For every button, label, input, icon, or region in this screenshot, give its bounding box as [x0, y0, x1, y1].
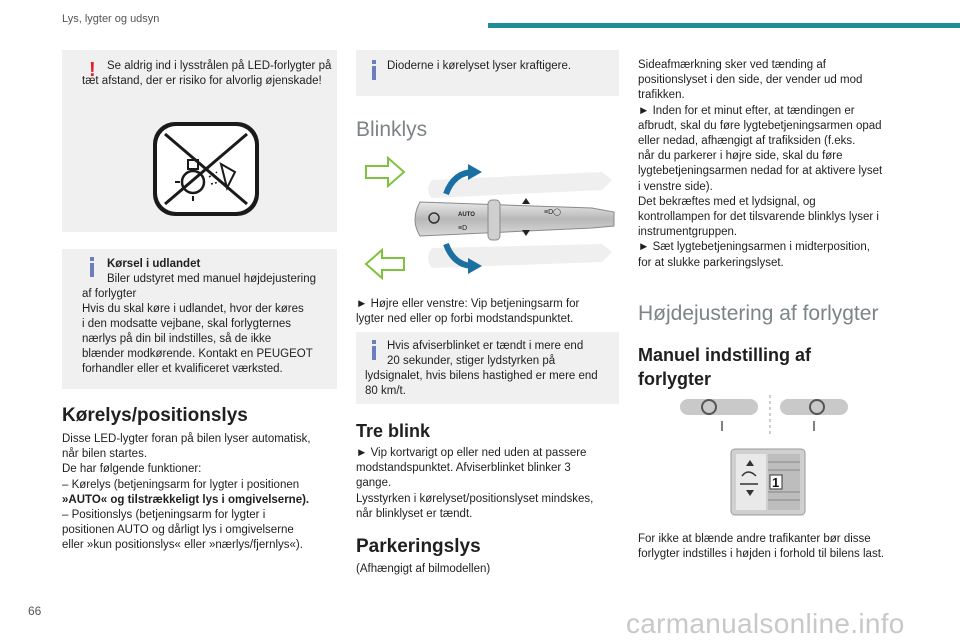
body-line: lygtebetjeningsarmen nedad for at aktivere lyset	[638, 165, 883, 178]
body-line: kontrollampen for det tilsvarende blinklys lyser i	[638, 211, 879, 224]
body-line: positionen AUTO og dårligt lys i omgivelserne	[62, 524, 294, 537]
body-line: ► Vip kortvarigt op eller ned uden at passere	[356, 447, 587, 459]
info-line: 20 sekunder, stiger lydstyrken på	[387, 355, 556, 367]
info-box-blink-sound	[356, 332, 619, 404]
stalk-auto-label: AUTO	[458, 212, 475, 218]
section-heading-blinklys: Blinklys	[356, 118, 428, 141]
headlight-beam-illustration	[676, 393, 852, 437]
body-line: Lysstyrken i kørelyset/positionslyset mindskes,	[356, 492, 594, 505]
warning-text: Se aldrig ind i lysstrålen på LED-forlygter på tæt afstand, der er risiko for alvorlig øjenskade!	[82, 60, 332, 88]
info-icon	[370, 340, 384, 360]
blinklys-text: lygter ned eller op forbi modstandspunktet.	[356, 313, 574, 325]
sub-heading-line: Manuel indstilling af	[638, 345, 812, 365]
info-icon	[88, 257, 102, 277]
body-line: når bilen startes.	[62, 448, 148, 461]
info-box-abroad	[62, 249, 337, 389]
dial-value: 1	[772, 475, 780, 490]
info-text: Dioderne i kørelyset lyser kraftigere.	[387, 60, 572, 72]
info-line: af forlygter	[82, 288, 137, 300]
blinklys-text: ► Højre eller venstre: Vip betjeningsarm for	[356, 298, 580, 310]
section-heading-hoejdejustering: Højdejustering af forlygter	[638, 302, 879, 325]
headlight-height-dial	[730, 448, 806, 516]
body-line: positionslyset i den side, der vender ud mod	[638, 74, 863, 87]
svg-text:≡D: ≡D	[458, 225, 468, 232]
body-line: trafikken.	[638, 89, 685, 102]
parkering-body	[638, 58, 908, 271]
page-number: 66	[28, 604, 42, 618]
body-line: ► Inden for et minut efter, at tændingen er	[638, 104, 855, 117]
chapter-title: Lys, lygter og udsyn	[62, 13, 160, 25]
body-line: gange.	[356, 477, 392, 490]
body-line: afbrudt, skal du føre lygtebetjeningsarmen opad	[638, 119, 882, 132]
koerelys-body	[62, 432, 347, 554]
parkeringslys-note: (Afhængigt af bilmodellen)	[356, 563, 491, 575]
info-line: Hvis du skal køre i udlandet, hvor der køres	[82, 303, 304, 315]
body-line: eller nedad, afhængigt af trafiksiden (f.eks.	[638, 135, 856, 148]
body-line: Sideafmærkning sker ved tænding af	[638, 59, 826, 71]
info-icon	[370, 60, 384, 80]
body-line: Det bekræftes med et lydsignal, og	[638, 195, 816, 208]
body-line: i venstre side).	[638, 180, 713, 193]
bottom-text: forlygter indstilles i højden i forhold til bilens last.	[638, 548, 885, 560]
body-line: – Positionslys (betjeningsarm for lygter i	[62, 509, 266, 522]
info-line: forhandler eller et kvalificeret værksted.	[82, 363, 283, 375]
section-heading-parkeringslys: Parkeringslys	[356, 536, 481, 557]
body-line: De har følgende funktioner:	[62, 463, 202, 476]
body-line: Disse LED-lygter foran på bilen lyser automatisk,	[62, 433, 311, 445]
info-line: nærlys på din bil indstilles, så de ikke	[82, 333, 272, 345]
sub-heading-line: forlygter	[638, 369, 712, 389]
header-accent-bar	[488, 23, 960, 28]
body-line: når blinklyset er tændt.	[356, 507, 473, 520]
info-line: lydsignalet, hvis bilens hastighed er mere end	[365, 370, 598, 382]
info-line: i den modsatte vejbane, skal forlygternes	[82, 318, 292, 330]
body-line: eller »kun positionslys« eller »nærlys/fjernlys«).	[62, 539, 303, 552]
body-line: modstandspunktet. Afviserblinket blinker 3	[356, 462, 571, 475]
info-line: Hvis afviserblinket er tændt i mere end	[387, 340, 584, 352]
body-line: – Kørelys (betjeningsarm for lygter i positionen	[62, 478, 300, 491]
warning-icon: !	[89, 59, 96, 81]
body-line: ► Sæt lygtebetjeningsarmen i midterposition,	[638, 241, 870, 254]
body-line: instrumentgruppen.	[638, 226, 738, 239]
section-heading-koerelys: Kørelys/positionslys	[62, 405, 248, 426]
blinker-stalk-illustration	[362, 150, 620, 284]
warning-box	[62, 50, 337, 232]
info-line: blænder modkørende. Kontakt en PEUGEOT	[82, 348, 313, 360]
bottom-text: For ikke at blænde andre trafikanter bør disse	[638, 533, 871, 545]
info-line: Biler udstyret med manuel højdejustering	[107, 273, 317, 285]
led-eye-warning-icon	[153, 122, 259, 216]
info-box-diodes	[356, 50, 619, 96]
section-heading-tre-blink: Tre blink	[356, 421, 431, 441]
body-line: når du parkerer i højre side, skal du føre	[638, 150, 843, 163]
watermark: carmanualsonline.info	[626, 608, 905, 639]
info-title: Kørsel i udlandet	[107, 258, 201, 270]
svg-text:≡D◯: ≡D◯	[544, 209, 561, 216]
body-line: »AUTO« og tilstrækkeligt lys i omgivelserne).	[62, 493, 310, 506]
info-line: 80 km/t.	[365, 385, 406, 397]
tre-blink-body	[356, 446, 621, 522]
sub-heading-manuel	[638, 343, 811, 391]
body-line: for at slukke parkeringslyset.	[638, 256, 784, 269]
